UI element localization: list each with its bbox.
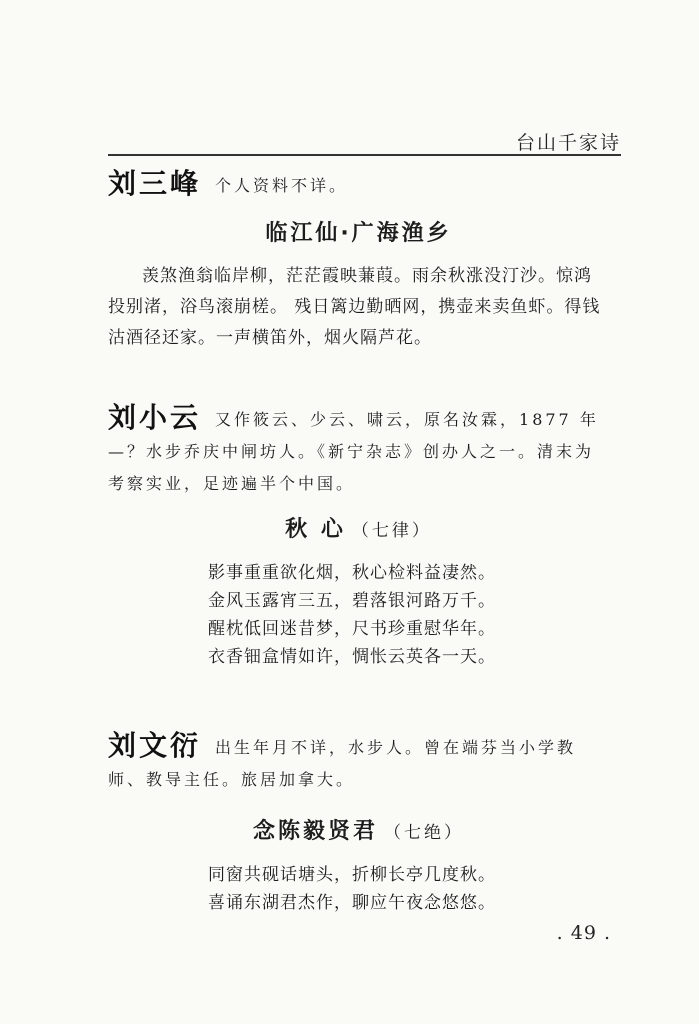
poem-title-text: 临江仙·广海渔乡: [265, 221, 452, 246]
verse-line: 金风玉露宵三五，碧落银河路万千。: [208, 591, 496, 611]
poet-bio: 个人资料不详。: [215, 176, 349, 195]
poet-entry-liu-sanfeng: [108, 168, 609, 202]
poem-liu-sanfeng: [108, 216, 609, 354]
running-header-title: 台山千家诗: [515, 132, 621, 154]
poet-name: 刘小云: [108, 401, 202, 434]
verse-line: 衣香钿盒情如许，惆怅云英各一天。: [208, 647, 496, 667]
poet-name: 刘三峰: [108, 167, 202, 200]
poem-liu-wenyan: [108, 814, 609, 917]
page-number: . 49 .: [556, 922, 611, 944]
header-rule: [108, 154, 621, 156]
poet-header: [108, 168, 609, 202]
verse-line: 影事重重欲化烟，秋心检料益凄然。: [208, 563, 496, 583]
verse-line: 同窗共砚话塘头，折柳长亭几度秋。: [208, 865, 496, 885]
poem-title: [108, 512, 609, 543]
poem-prose: 羡煞渔翁临岸柳，茫茫霞映蒹葭。雨余秋涨没汀沙。惊鸿投别渚，浴鸟滚崩槎。 残日篱边勤晒网，携壶来卖鱼虾。得钱沽酒径还家。一声横笛外，烟火隔芦花。: [108, 266, 601, 348]
poem-form: （七律）: [351, 521, 432, 541]
poem-form: （七绝）: [384, 823, 464, 843]
poem-title: [108, 814, 609, 845]
poet-bio: 又作筱云、少云、啸云，原名汝霖，1877 年—？水步乔庆中闸坊人。《新宁杂志》创办人之一。清末为考察实业，足迹遍半个中国。: [108, 410, 599, 493]
poet-header: [108, 402, 609, 500]
poet-entry-liu-wenyan: [108, 730, 609, 796]
poet-bio: 出生年月不详，水步人。曾在端芬当小学教师、教导主任。旅居加拿大。: [108, 738, 577, 789]
poet-entry-liu-xiaoyun: [108, 402, 609, 500]
verse-line: 醒枕低回迷昔梦，尺书珍重慰华年。: [208, 619, 496, 639]
poem-title-text: 秋 心: [285, 517, 346, 542]
poem-verse: [108, 559, 609, 671]
poem-title-text: 念陈毅贤君: [252, 819, 378, 844]
poem-liu-xiaoyun: [108, 512, 609, 671]
poet-name: 刘文衍: [108, 729, 202, 762]
poem-title: [108, 216, 609, 247]
verse-line: 喜诵东湖君杰作，聊应午夜念悠悠。: [208, 893, 496, 913]
poem-verse: [108, 861, 609, 917]
poet-header: [108, 730, 609, 796]
